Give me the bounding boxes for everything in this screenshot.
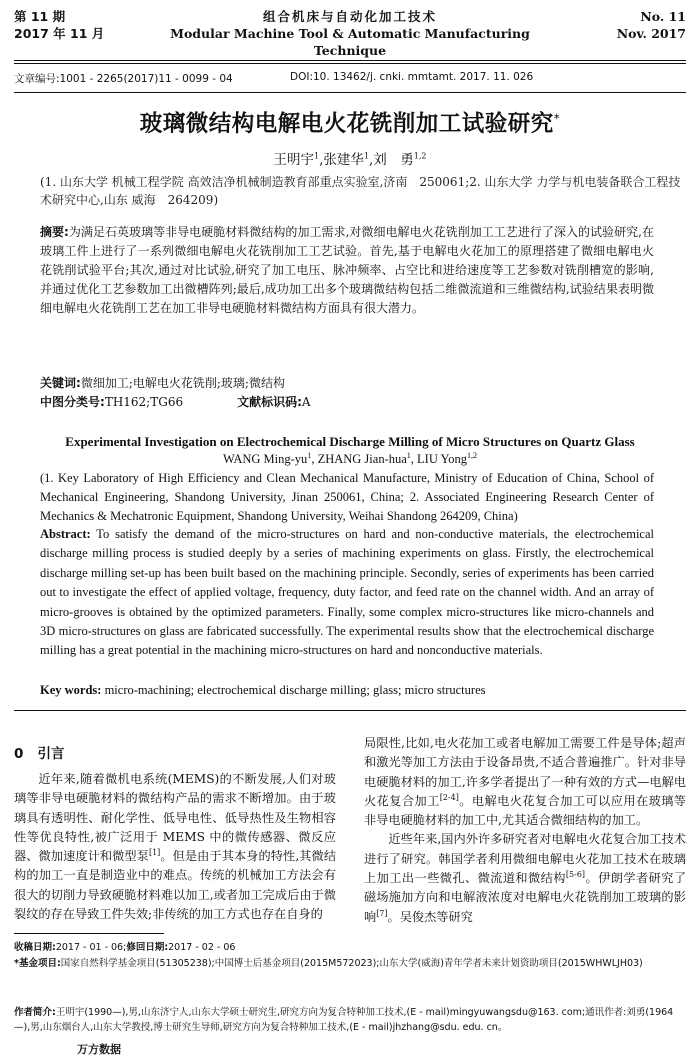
issue-en: No. 11 [640, 9, 686, 24]
revised-label: 修回日期: [126, 942, 169, 953]
article-number: 文章编号:1001 - 2265(2017)11 - 0099 - 04 [14, 73, 233, 85]
footnote-dates: 收稿日期:2017 - 01 - 06;修回日期:2017 - 02 - 06 [14, 942, 236, 953]
bio-label: 作者简介: [14, 1007, 56, 1018]
affiliation-cn: (1. 山东大学 机械工程学院 高效洁净机械制造教育部重点实验室,济南 250061;2. 山东大学 力学与机电装备联合工程技术研究中心,山东 威海 264209) [40, 175, 681, 207]
keywords-en-label: Key words: [40, 683, 102, 697]
p3-text: 近些年来,国内外许多研究者对电解电火花复合加工技术进行了研究。韩国学者利用微细电解电火花加工技术在玻璃上加工出一些微孔、微流道和微结构 [364, 832, 686, 886]
abstract-cn [40, 223, 654, 318]
keywords-en [40, 683, 654, 698]
paragraph-1 [14, 770, 336, 924]
footnote-fund [14, 956, 686, 971]
abstract-cn-label: 摘要: [40, 225, 69, 239]
right-column [364, 734, 686, 927]
author-en-3: LIU Yong [417, 452, 468, 466]
author-2-sup: 1 [363, 151, 369, 161]
p2-text-b: 。电解电火花复合加工可以应用在玻璃等非导电硬脆材料的加工中,尤其适合微细结构的加工。 [364, 793, 686, 828]
title-star: * [553, 111, 561, 126]
p3-text-b: 。伊朗学者研究了磁场施加方向和电解液浓度对电解电火花铣削加工玻璃的影响 [364, 871, 687, 924]
ref-2: [2-4] [439, 792, 459, 802]
wanfang-watermark: 万方数据 [74, 1041, 124, 1057]
author-1-sup: 1 [313, 151, 320, 161]
header-rule [14, 60, 686, 61]
english-title: Experimental Investigation on Electrochemical Discharge Milling of Micro Structures on Quartz Glass [65, 434, 635, 449]
abstract-en [40, 525, 654, 661]
footnote-bio [14, 1005, 686, 1035]
p2-text: 局限性,比如,电火花加工或者电解加工需要工件是导体;超声和激光等加工方法由于设备昂贵,不适合普遍推广。针对非导电硬脆材料的加工,许多学者提出了一种有效的方式—电解电火花复合加工 [364, 736, 686, 808]
paragraph-2 [364, 734, 686, 830]
title-text: 玻璃微结构电解电火花铣削加工试验研究 [139, 111, 554, 137]
section-title: 引言 [37, 746, 65, 762]
date-en: Nov. 2017 [616, 26, 686, 41]
clc-value: TH162;TG66 [104, 395, 184, 409]
header-right [617, 8, 686, 42]
author-3-sup: 1,2 [413, 151, 427, 161]
authors-en: WANG Ming-$yu^1$, ZHANG Jian-hua$^1$, LIU Yong$^{1,2}$ [222, 450, 478, 466]
p3-text-c: 。吴俊杰等研究 [387, 909, 473, 924]
meta-rule [14, 92, 686, 93]
author-3: 刘 勇 [373, 152, 414, 168]
keywords-cn-text: 微细加工;电解电火花铣削;玻璃;微结构 [80, 376, 285, 390]
issue-cn: 第 11 期 [14, 9, 66, 24]
author-1: 王明宇 [273, 152, 314, 168]
paragraph-3 [364, 830, 686, 926]
ref-4: [7] [376, 908, 388, 918]
keywords-cn-label: 关键词: [40, 376, 81, 390]
header-left [14, 8, 104, 42]
header-rule-2 [14, 63, 686, 64]
abstract-en-label: Abstract: [40, 527, 91, 541]
author-en-2: ZHANG Jian-hua [317, 452, 407, 466]
page-title [14, 106, 686, 138]
fund-text: 国家自然科学基金项目(51305238);中国博士后基金项目(2015M572023);山东大学(威海)青年学者未来计划资助项目(2015WHWLJH03) [60, 958, 643, 969]
author-en-2-sup: 1 [406, 450, 411, 460]
author-en-1-sup: 1 [307, 450, 312, 460]
classification [40, 393, 654, 412]
keywords-cn [40, 374, 654, 393]
fund-label: *基金项目: [14, 958, 61, 969]
ref-1: [1] [148, 848, 161, 858]
revised-date: 2017 - 02 - 06 [168, 942, 236, 953]
journal-title-cn: 组合机床与自动化加工技术 [262, 9, 437, 24]
author-en-3-sup: 1,2 [467, 450, 478, 460]
ref-3: [5-6] [565, 870, 586, 880]
p1-text: 近年来,随着微机电系统(MEMS)的不断发展,人们对玻璃等非导电硬脆材料的微结构产品的需求不断增加。由于玻璃具有透明性、耐化学性、低导电性、低导热性及生物相容性等优良特性,被广泛用于 MEMS 中的微传感器、微反应器、微加速度计和微型泵 [14, 772, 336, 864]
abstract-en-text: To satisfy the demand of the micro-structures on hard and non-conductive materials, the electrochemical discharge milling process is studied deeply by a series of machining experiments on glass. Firstly, the electrochemical discharge milling set-up has been built based on the machining principle. Secondly, series of experiments has been carried out to investigate the effect of applied voltage, frequency, duty factor, and feed rate on the channel width. And an array of micro-grooves is obtained by the optimized parameters. Finally, some complex micro-structures like micro-channels and 3D micro-structures on glass are fabricated successfully. The experimental results show that the electrochemical discharge milling has a great potential in the machining micro-structures on hard and nonconductive materials. [40, 527, 654, 658]
footnote-rule [14, 933, 164, 934]
header-center [140, 8, 560, 59]
clc-label: 中图分类号: [40, 395, 105, 409]
affiliation-en: (1. Key Laboratory of High Efficiency and Clean Mechanical Manufacture, Ministry of Education of China, School of Mechanical Engineering, Shandong University, Jinan 250061, China; 2. Associated Engineering Research Center of Mechanics & Mechatronic Equipment, Shandong University, Weihai Shandong 264209, China) [40, 471, 654, 523]
received-label: 收稿日期: [14, 942, 56, 953]
doc-code-value: A [301, 395, 311, 409]
authors-cn: 王明宇$^1$,张建华$^1$,刘 勇$^{1,2}$ [273, 151, 427, 168]
section-heading [14, 742, 65, 762]
abstract-rule [14, 710, 686, 711]
left-column [14, 770, 336, 924]
section-number: 0 [14, 746, 24, 762]
journal-title-en: Modular Machine Tool & Automatic Manufacturing Technique [170, 26, 530, 58]
author-2: 张建华 [323, 152, 364, 168]
p1-text-b: 。但是由于其本身的特性,其微结构的加工一直是制造业中的难点。传统的机械加工方法会有很大的切削力导致硬脆材料难以加工,或者加工完成后由于微裂纹的存在导致工件失效;非传统的加工方式也存在自身的 [14, 849, 337, 922]
keywords-en-text: micro-machining; electrochemical discharge milling; glass; micro structures [104, 683, 486, 697]
received-date: 2017 - 01 - 06 [55, 942, 124, 953]
bio-text: 王明宇(1990—),男,山东济宁人,山东大学硕士研究生,研究方向为复合特种加工技术,(E - mail)mingyuwangsdu@163. com;通讯作者:刘勇(1964—),男,山东烟台人,山东大学教授,博士研究生导师,研究方向为复合特种加工技术,(E - mail)jhzhang@sdu. edu. cn。 [14, 1007, 674, 1033]
author-en-1: WANG Ming-yu [222, 452, 308, 466]
doc-code-label: 文献标识码: [237, 395, 302, 409]
abstract-cn-text: 为满足石英玻璃等非导电硬脆材料微结构的加工需求,对微细电解电火花铣削加工工艺进行了深入的试验研究,在玻璃工件上进行了一系列微细电解电火花铣削加工工艺试验。首先,基于电解电火花加工的原理搭建了微细电解电火花铣削试验平台;其次,通过对比试验,研究了加工电压、脉冲频率、占空比和进给速度等工艺参数对铣削槽宽的影响,并通过优化工艺参数加工出微槽阵列;最后,成功加工出多个玻璃微结构包括二维微流道和三维微结构,试验结果表明微细电解电火花铣削工艺在加工非导电硬脆材料微结构方面具有很大潜力。 [40, 225, 654, 315]
doi: DOI:10. 13462/j. cnki. mmtamt. 2017. 11. 026 [290, 71, 534, 83]
date-cn: 2017 年 11 月 [14, 26, 105, 41]
